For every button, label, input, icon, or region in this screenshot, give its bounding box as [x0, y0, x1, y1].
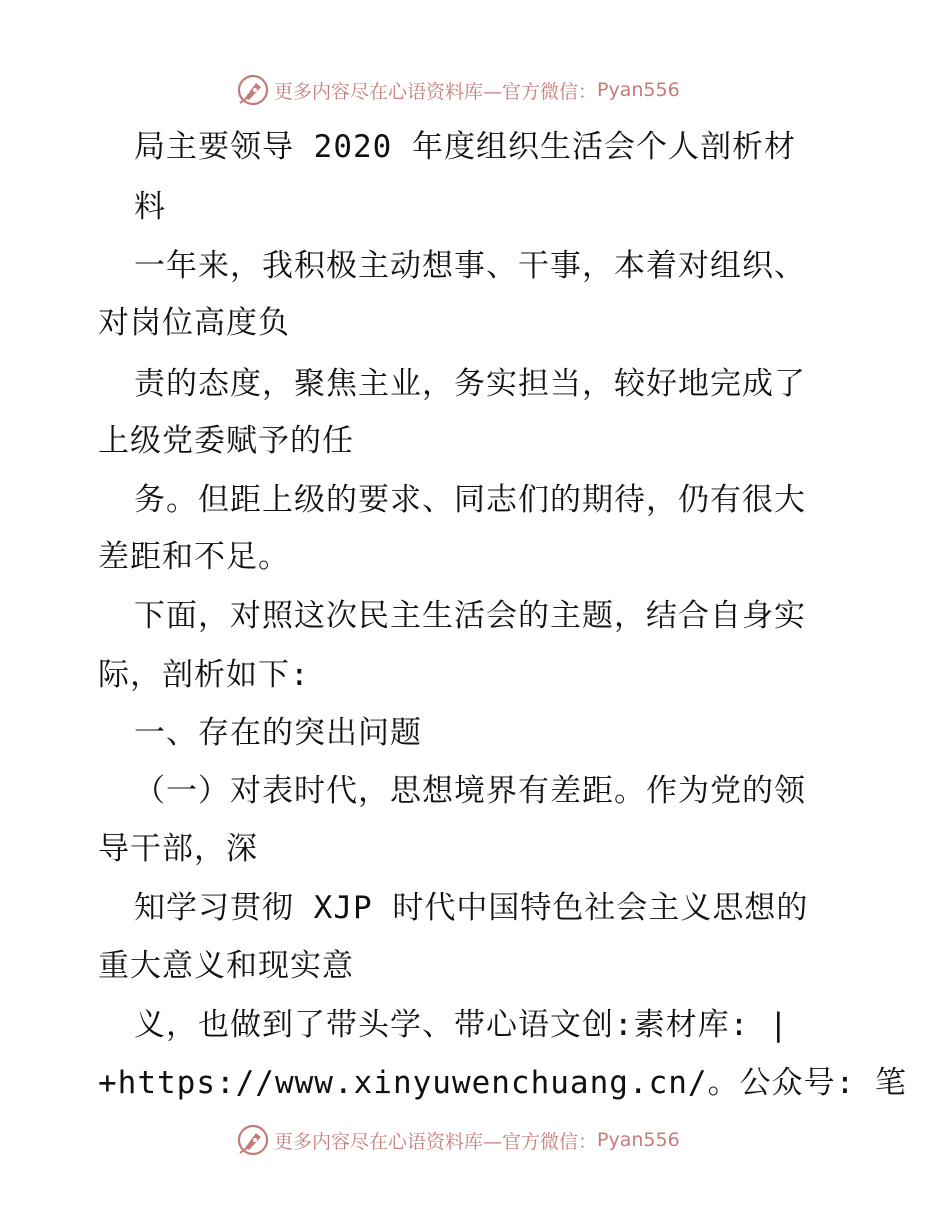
- watermark-text: 更多内容尽在心语资料库—官方微信：: [274, 1130, 598, 1153]
- text-line: 下面，对照这次民主生活会的主题，结合自身实: [134, 598, 806, 634]
- text-line: 际，剖析如下:: [98, 657, 310, 693]
- text-line: 责的态度，聚焦主业，务实担当，较好地完成了: [134, 366, 806, 402]
- text-line: 重大意义和现实意: [98, 948, 354, 984]
- text-line: 知学习贯彻 XJP 时代中国特色社会主义思想的: [134, 890, 809, 926]
- text-line: 义，也做到了带头学、带心语文创:素材库: |: [134, 1007, 789, 1043]
- section-heading: 一、存在的突出问题: [134, 715, 422, 751]
- text-line: 对岗位高度负: [98, 305, 290, 341]
- watermark-wechat-id: Pyan556: [597, 79, 680, 101]
- document-title-line-1: 局主要领导 2020 年度组织生活会个人剖析材: [134, 129, 796, 165]
- footer-watermark: [236, 1122, 716, 1158]
- document-title-line-2: 料: [134, 189, 166, 225]
- text-line: 差距和不足。: [98, 539, 290, 575]
- text-line-url: +https://www.xinyuwenchuang.cn/。公众号: 笔: [98, 1065, 907, 1101]
- header-watermark: [236, 72, 716, 108]
- watermark-text: 更多内容尽在心语资料库—官方微信：: [274, 80, 598, 103]
- watermark-wechat-id: Pyan556: [597, 1129, 680, 1151]
- text-line: 务。但距上级的要求、同志们的期待，仍有很大: [134, 482, 806, 518]
- text-line: 导干部，深: [98, 831, 258, 867]
- text-line: 一年来，我积极主动想事、干事，本着对组织、: [134, 248, 806, 284]
- pen-nib-logo-icon: [236, 73, 270, 107]
- subsection-heading: （一）对表时代，思想境界有差距。作为党的领: [134, 773, 806, 809]
- text-line: 上级党委赋予的任: [98, 423, 354, 459]
- pen-nib-logo-icon: [236, 1123, 270, 1157]
